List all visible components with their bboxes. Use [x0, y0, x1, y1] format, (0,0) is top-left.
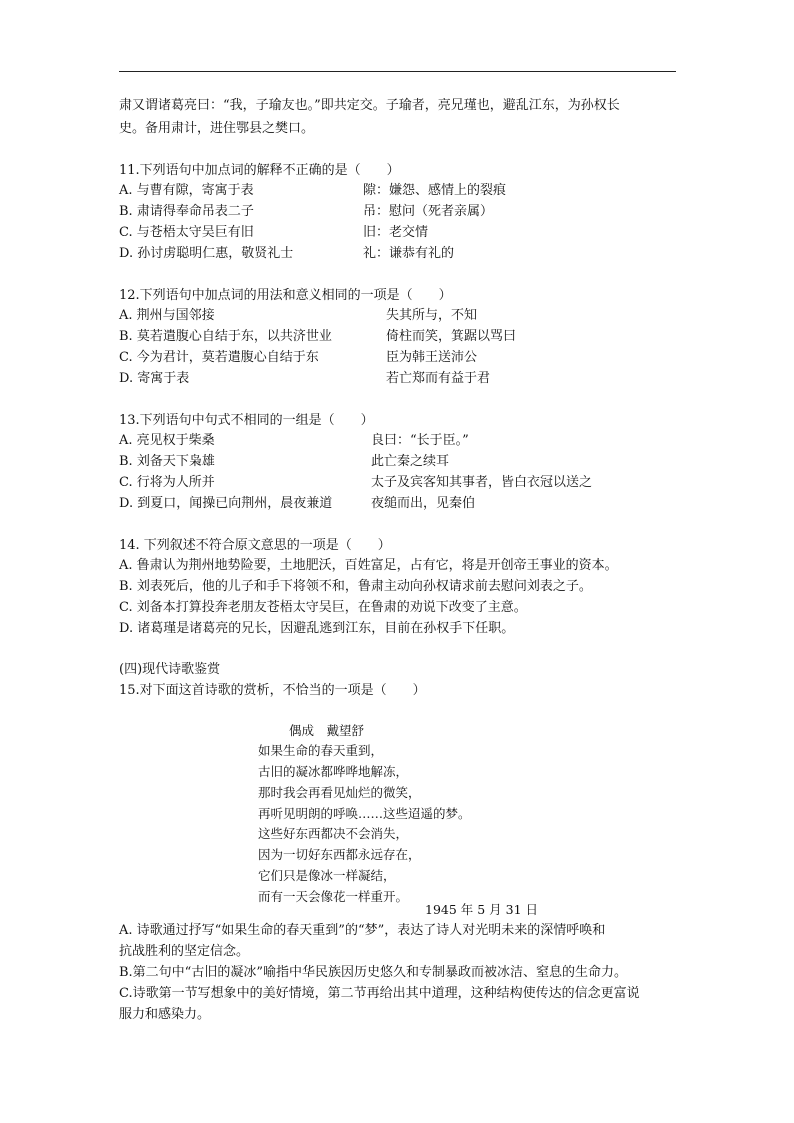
q15-option-b: B.第二句中“古旧的凝冰”喻指中华民族因历史悠久和专制暴政而被冰洁、窒息的生命力。 [119, 965, 627, 980]
intro-line-1: 肃又谓诸葛亮曰：“我，子瑜友也。”即共定交。子瑜者，亮兄瑾也，避乱江东，为孙权长 [119, 98, 620, 113]
q13-option-c-compare: 太子及宾客知其事者，皆白衣冠以送之 [371, 475, 593, 490]
q13-option-b-compare: 此亡秦之续耳 [371, 454, 450, 469]
poem-line-7: 它们只是像冰一样凝结， [258, 868, 396, 883]
q11-option-d: D. 孙讨虏聪明仁惠，敬贤礼士 [119, 246, 294, 261]
q13-option-a-compare: 良曰：“长于臣。” [371, 433, 469, 448]
q14-option-d: D. 诸葛瑾是诸葛亮的兄长，因避乱逃到江东，目前在孙权手下任职。 [119, 621, 515, 636]
q12-option-b-compare: 倚柱而笑，箕踞以骂曰 [386, 329, 517, 344]
poem-line-1: 如果生命的春天重到， [258, 743, 384, 758]
poem-line-6: 因为一切好东西都永远存在， [258, 847, 421, 862]
q13-option-a: A. 亮见权于柴桑 [119, 433, 215, 448]
q14-option-a: A. 鲁肃认为荆州地势险要，土地肥沃，百姓富足，占有它，将是开创帝王事业的资本。 [119, 558, 618, 573]
q11-option-b-gloss: 吊：慰问（死者亲属） [363, 204, 494, 219]
q11-option-c-gloss: 旧：老交情 [363, 225, 429, 240]
q14-option-c: C. 刘备本打算投奔老朋友苍梧太守吴巨，在鲁肃的劝说下改变了主意。 [119, 600, 527, 615]
poem-line-5: 这些好东西都决不会消失， [258, 826, 409, 841]
q12-option-c: C. 今为君计，莫若遣腹心自结于东 [119, 350, 319, 365]
q15-option-a: A. 诗歌通过抒写“如果生命的春天重到”的“梦”，表达了诗人对光明未来的深情呼唤和 [119, 923, 606, 938]
q15-stem: 15.对下面这首诗歌的赏析，不恰当的一项是（ ） [119, 683, 426, 698]
header-rule [119, 71, 676, 72]
q14-option-b: B. 刘表死后，他的儿子和手下将领不和，鲁肃主动向孙权请求前去慰问刘表之子。 [119, 579, 592, 594]
poem-line-4: 再听见明朗的呼唤……这些迢遥的梦。 [258, 806, 471, 821]
q13-option-c: C. 行将为人所并 [119, 475, 215, 490]
q12-option-d: D. 寄寓于表 [119, 371, 190, 386]
q12-option-c-compare: 臣为韩王送沛公 [386, 350, 478, 365]
q15-option-c: C.诗歌第一节写想象中的美好情境，第二节再给出其中道理，这种结构使传达的信念更富说 [119, 986, 640, 1001]
q11-option-d-gloss: 礼：谦恭有礼的 [363, 246, 455, 261]
poem-title: 偶成 戴望舒 [289, 723, 365, 738]
intro-line-2: 史。备用肃计，进住鄂县之樊口。 [119, 121, 315, 136]
q12-option-a: A. 荆州与国邻接 [119, 308, 215, 323]
poem-date: 1945 年 5 月 31 日 [425, 902, 539, 917]
q11-stem: 11.下列语句中加点词的解释不正确的是（ ） [119, 163, 400, 178]
q13-stem: 13.下列语句中句式不相同的一组是（ ） [119, 413, 374, 428]
q11-option-a: A. 与曹有隙，寄寓于表 [119, 183, 254, 198]
poem-line-3: 那时我会再看见灿烂的微笑， [258, 785, 421, 800]
q14-stem: 14. 下列叙述不符合原文意思的一项是（ ） [119, 538, 391, 553]
section-heading: (四)现代诗歌鉴赏 [119, 662, 221, 677]
q15-option-a-cont: 抗战胜利的坚定信念。 [119, 944, 250, 959]
q12-stem: 12.下列语句中加点词的用法和意义相同的一项是（ ） [119, 288, 452, 303]
q15-option-c-cont: 服力和感染力。 [119, 1007, 211, 1022]
q13-option-d-compare: 夜缒而出，见秦伯 [371, 496, 476, 511]
q12-option-b: B. 莫若遣腹心自结于东，以共济世业 [119, 329, 332, 344]
poem-line-2: 古旧的凝冰都哗哗地解冻， [258, 764, 409, 779]
poem-line-8: 而有一天会像花一样重开。 [258, 889, 409, 904]
q11-option-b: B. 肃请得奉命吊表二子 [119, 204, 254, 219]
q12-option-a-compare: 失其所与，不知 [386, 308, 478, 323]
q13-option-b: B. 刘备天下枭雄 [119, 454, 215, 469]
q13-option-d: D. 到夏口，闻操已向荆州，晨夜兼道 [119, 496, 333, 511]
q11-option-c: C. 与苍梧太守吴巨有旧 [119, 225, 254, 240]
q11-option-a-gloss: 隙：嫌怨、感情上的裂痕 [363, 183, 507, 198]
q12-option-d-compare: 若亡郑而有益于君 [386, 371, 491, 386]
